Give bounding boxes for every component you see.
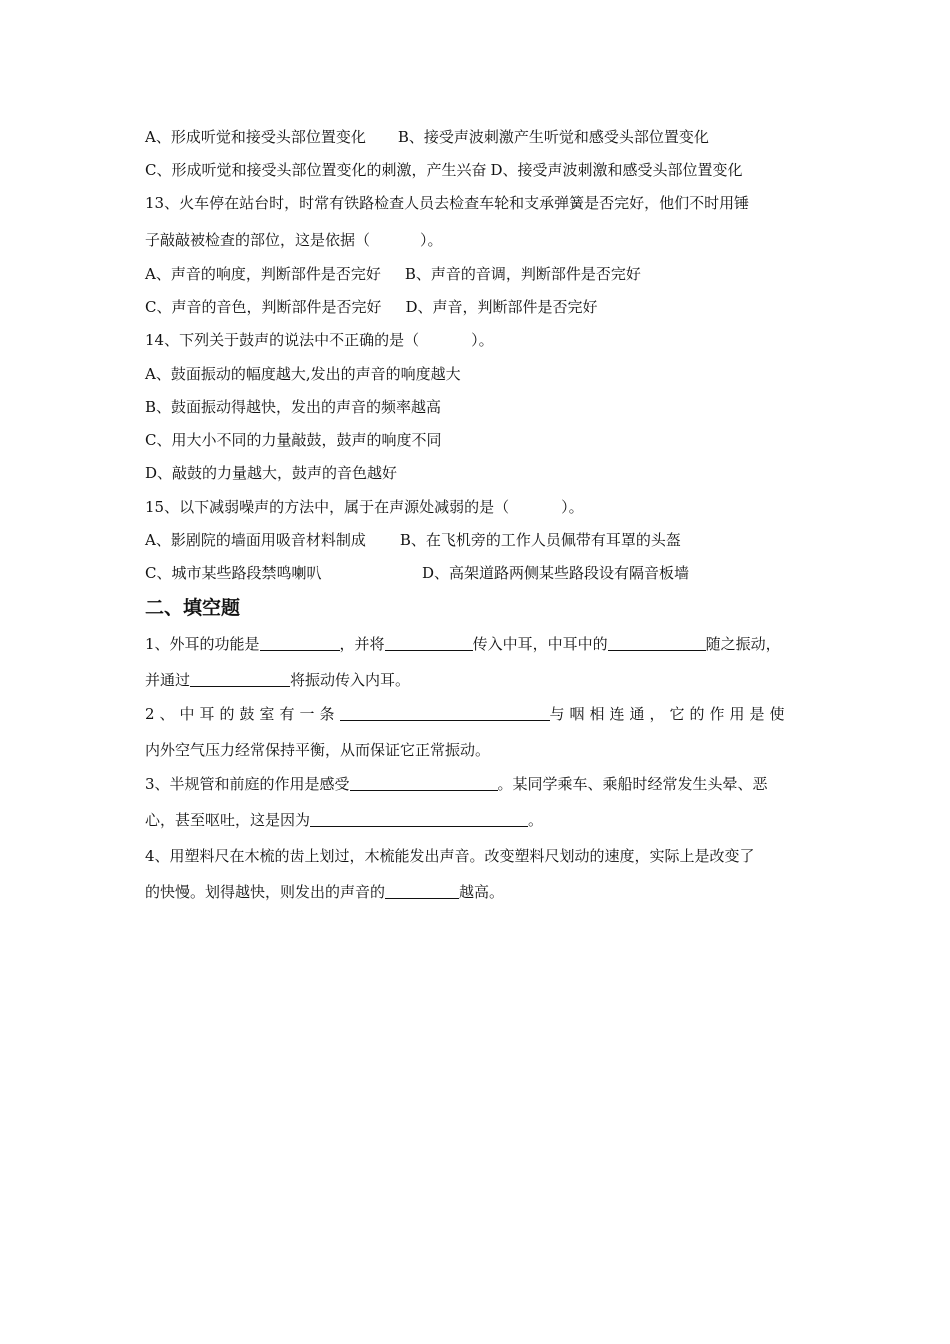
fill4-text-2: 的快慢。划得越快，则发出的声音的 [145, 883, 386, 901]
fill3-line-1 [145, 774, 768, 794]
q14-stem-end: ）。 [471, 331, 494, 349]
fill4-blank-1[interactable] [385, 882, 459, 899]
q13-stem-line-1: 13、火车停在站台时，时常有铁路检查人员去检查车轮和支承弹簧是否完好，他们不时用锤 [145, 194, 750, 212]
fill1-blank-1[interactable] [260, 634, 340, 651]
fill4-line-2 [145, 882, 504, 902]
fill2-line-2: 内外空气压力经常保持平衡，从而保证它正常振动。 [145, 741, 491, 759]
fill3-blank-2[interactable] [310, 810, 528, 827]
fill1-blank-4[interactable] [190, 670, 290, 687]
fill1-line-1 [145, 634, 781, 654]
q13-option-d: D、声音，判断部件是否完好 [405, 298, 598, 316]
fill3-line-2 [145, 810, 543, 830]
q15-option-c: C、城市某些路段禁鸣喇叭 [145, 564, 322, 582]
fill1-text-5: 并通过 [145, 671, 191, 689]
section-title-fill-in: 二、填空题 [145, 597, 241, 619]
q14-stem [145, 330, 494, 350]
q13-stem-end: ）。 [420, 231, 443, 249]
fill1-text-3: 传入中耳，中耳中的 [472, 635, 608, 653]
q14-option-a: A、鼓面振动的幅度越大,发出的声音的响度越大 [145, 365, 461, 383]
q12-option-d: D、接受声波刺激和感受头部位置变化 [490, 161, 743, 179]
q13-options-row-1 [145, 264, 641, 284]
fill3-blank-1[interactable] [350, 774, 498, 791]
fill2-text-1: 2、中耳的鼓室有一条 [145, 705, 340, 723]
q14-stem-text: 14、下列关于鼓声的说法中不正确的是（ [145, 331, 420, 349]
q12-options-row-1 [145, 127, 709, 147]
q13-option-c: C、声音的音色，判断部件是否完好 [145, 298, 382, 316]
q15-option-d: D、高架道路两侧某些路段设有隔音板墙 [422, 564, 690, 582]
fill1-text-2: ，并将 [339, 635, 385, 653]
fill1-line-2 [145, 670, 410, 690]
q12-option-a: A、形成听觉和接受头部位置变化 [145, 128, 366, 146]
q12-option-c: C、形成听觉和接受头部位置变化的刺激，产生兴奋 [145, 161, 487, 179]
fill3-text-2: 。某同学乘车、乘船时经常发生头晕、恶 [497, 775, 768, 793]
q14-option-d: D、敲鼓的力量越大，鼓声的音色越好 [145, 464, 398, 482]
q13-option-a: A、声音的响度，判断部件是否完好 [145, 265, 381, 283]
q15-stem-text: 15、以下减弱噪声的方法中，属于在声源处减弱的是（ [145, 498, 510, 516]
fill1-text-4: 随之振动， [705, 635, 781, 653]
fill3-text-1: 3、半规管和前庭的作用是感受 [145, 775, 350, 793]
q13-stem-line-2 [145, 230, 443, 250]
q13-options-row-2 [145, 297, 598, 317]
fill1-text-1: 1、外耳的功能是 [145, 635, 260, 653]
q15-options-row-2 [145, 563, 689, 583]
fill1-blank-3[interactable] [608, 634, 706, 651]
q13-option-b: B、声音的音调，判断部件是否完好 [404, 265, 641, 283]
fill2-text-2: 与咽相连通，它的作用是使 [549, 705, 790, 723]
fill2-blank-1[interactable] [340, 704, 550, 721]
q15-option-a: A、影剧院的墙面用吸音材料制成 [145, 531, 366, 549]
fill4-text-3: 越高。 [459, 883, 505, 901]
q12-option-b: B、接受声波刺激产生听觉和感受头部位置变化 [397, 128, 709, 146]
q14-option-b: B、鼓面振动得越快，发出的声音的频率越高 [145, 398, 442, 416]
fill3-text-3: 心，甚至呕吐，这是因为 [145, 811, 311, 829]
q12-options-row-2 [145, 160, 743, 180]
fill2-line-1 [145, 704, 790, 724]
q15-option-b: B、在飞机旁的工作人员佩带有耳罩的头盔 [399, 531, 681, 549]
fill4-line-1: 4、用塑料尺在木梳的齿上划过，木梳能发出声音。改变塑料尺划动的速度，实际上是改变了 [145, 847, 755, 865]
q14-option-c: C、用大小不同的力量敲鼓，鼓声的响度不同 [145, 431, 442, 449]
q15-stem-end: ）。 [561, 498, 584, 516]
q15-stem [145, 497, 584, 517]
q13-stem-text: 子敲敲被检查的部位，这是依据（ [145, 231, 371, 249]
fill1-blank-2[interactable] [385, 634, 473, 651]
fill3-text-4: 。 [528, 811, 544, 829]
fill1-text-6: 将振动传入内耳。 [290, 671, 411, 689]
q15-options-row-1 [145, 530, 681, 550]
